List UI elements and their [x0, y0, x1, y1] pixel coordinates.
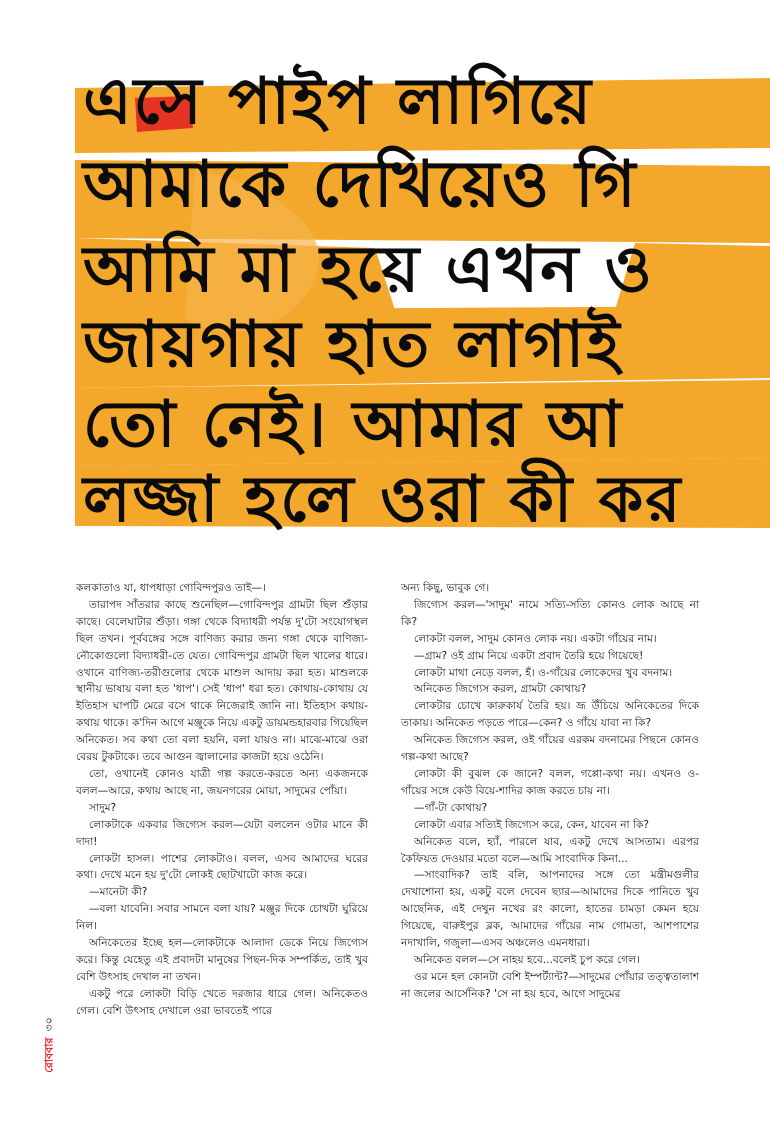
paragraph: অন্য কিছু, ভাবুক গে। [401, 582, 490, 594]
paragraph: —মানেটা কী? [89, 886, 148, 899]
paragraph: ওর মনে হল কোনটা বেশি ইম্পর্ট্যান্ট?—সাদুমের পোঁয়ার তত্ত্বতালাশ না জলের আর্সেনিক? 'সে না হয় হবে, আগে সাদুমের [401, 970, 699, 1000]
hero-line: এসে পাইপ লাগিয়ে [83, 65, 593, 139]
paragraph: —গাঁ-টা কোথায়? [414, 801, 488, 814]
paragraph: অনিকেতের ইচ্ছে হল—লোকটাকে আলাদা ডেকে নিয়ে জিগ্যেস করে। কিন্তু যেহেতু এই প্রবাদটা মানুষের পিছন-দিক সম্পর্কিত, তাই খুব বেশি উৎসাহ দেখাল না তখন। [76, 937, 368, 983]
paragraph: তো, ওখানেই কোনও যাত্রী গল্প করতে-করতে অন্য একজনকে বলল—আরে, কথায় আছে না, জয়নগরের মোয়া, সাদুমের পোঁয়া। [76, 767, 368, 797]
hero-artwork [75, 48, 770, 558]
paragraph: লোকটাকে একবার জিগ্যেস করল—যেটা বললেন ওটার মানে কী দাদা! [76, 818, 368, 848]
paragraph: কলকাতাও যা, ধাপধাড়া গোবিন্দপুরও তাই—। [76, 582, 266, 594]
paragraph: সাদুম? [89, 801, 117, 814]
paragraph: লোকটা হাসল। পাশের লোকটাও। বলল, এসব আমাদের ঘরের কথা। দেখে মনে হয় দু'টো লোকই ছোটখাটো কাজ করে। [76, 852, 368, 882]
paragraph: অনিকেত বলল—সে নাহয় হবে...বলেই চুপ করে গেল। [414, 953, 640, 966]
paragraph: জিগ্যেস করল—'সাদুম' নামে সত্যি-সত্যি কোনও লোক আছে না কি? [401, 598, 699, 628]
paragraph: অনিকেত জিগ্যেস করল, ওই গাঁয়ের এরকম বদনামের পিছনে কোনও গল্প-কথা আছে? [401, 734, 699, 764]
paragraph: লোকটা মাথা নেড়ে বলল, হঁ। ও-গাঁয়ের লোকেদের খুব বদনাম। [414, 666, 673, 679]
hero-line: জায়গায় হাত লাগাই [83, 308, 622, 382]
paragraph: —গ্রাম? ওই গ্রাম নিয়ে একটা প্রবাদ তৈরি হয়ে গিয়েছে! [414, 649, 644, 662]
page-folio [40, 985, 60, 1105]
paragraph: অনিকেত জিগ্যেস করল, গ্রামটা কোথায়? [414, 683, 587, 696]
paragraph: তারাপদ সাঁতরার কাছে শুনেছিল—গোবিন্দপুর গ্রামটা ছিল শুঁড়ার কাছে। বেলেঘাটার শুঁড়া। গঙ্গা থেকে বিদ্যাধরী পর্যন্ত দু'টো সংযোগস্থল ছিল তখন। পূর্ববঙ্গের সঙ্গে বাণিজ্য করার জন্য গঙ্গা থেকে বাণিজ্য-নৌকোগুলো বিদ্যাধরী-তে যেত। গোবিন্দপুর গ্রামটা ছিল খালের ধারে। ওখানে বাণিজ্য-তরীগুলোর থেকে মাশুল আদায় করা হত। মাশুলকে স্থানীয় ভাষায় বলা হত 'ধাপ'। সেই 'ধাপ' ধরা হত। কোথায়-কোথায় যে ইতিহাস ঘাপটি মেরে বসে থাকে নিজেরাই জানি না। ইতিহাস কথায়-কথায় থাকে। ক'দিন আগে মঞ্জুকে নিয়ে একটু ডায়মন্ডহারবার গিয়েছিল অনিকেত। সব কথা তো বলা হয়নি, বলা যায়ও না। মাঝে-মাঝে ওরা বেরয় টুকটাকে। তবে আগুন জ্বালানোর কাজটা হয়ে ওঠেনি। [76, 598, 368, 764]
paragraph: —বলা যাবেনি। সবার সামনে বলা যায়? মঞ্জুর দিকে চোখটা ঘুরিয়ে নিল। [76, 903, 368, 933]
hero-line: লজ্জা হলে ওরা কী কর [83, 463, 683, 537]
hero-line: আমাকে দেখিয়েও গি [83, 148, 638, 222]
hero-line: আমি মা হয়ে এখন ও [83, 233, 654, 307]
right-text-column [401, 580, 699, 1003]
paragraph: —সাংবাদিক? তাই বলি, আপনাদের সঙ্গে তো মন্ত্রীমগুলীর দেখাশোনা হয়, একটু বলে দেবেন ছ্যার—আমাদের দিকে পানিতে খুব আছেনিক, এই দেখুন নখের রং কালো, হাতের চামড়া কেমন হয়ে গিয়েছে, বারুইপুর ব্লক, আমাদের গাঁয়ের নাম গোমতা, আশপাশের নদাখালি, গজুলা—এসব অঞ্চলেও এমনধারা। [401, 869, 699, 950]
paragraph: লোকটার চোখে কারুকার্য তৈরি হয়। ভ্রূ উঁচিয়ে অনিকেতের দিকে তাকায়। অনিকেত পড়তে পারে—কেন? ও গাঁয়ে যাবা না কি? [401, 700, 699, 730]
magazine-name: রোববার [42, 1037, 56, 1073]
left-text-column [76, 580, 368, 1020]
paragraph: লোকটা বলল, সাদুম কোনও লোক নয়। একটা গাঁয়ের নাম। [414, 632, 657, 645]
page-number: ৩০ [42, 1017, 56, 1032]
hero-line: তো নেই। আমার আ [83, 388, 624, 462]
paragraph: লোকটা এবার সত্যিই জিগ্যেস করে, কেন, যাবেন না কি? [414, 818, 650, 831]
paragraph: একটু পরে লোকটা বিড়ি খেতে দরজার ধারে গেল। অনিকেতও গেল। বেশি উৎসাহ দেখালে ওরা ভাবতেই পারে [76, 987, 368, 1017]
paragraph: অনিকেত বলে, হ্যাঁ, পারলে যাব, একটু দেখে আসতাম। এরপর কৈফিয়ত দেওয়ার মতো বলে—আমি সাংবাদিক কিনা... [401, 835, 699, 865]
paragraph: লোকটা কী বুঝল কে জানে? বলল, গপ্পো-কথা নয়। এখনও ও-গাঁয়ের সঙ্গে কেউ বিয়ে-শাদির কাজ করতে চায় না। [401, 767, 699, 797]
hero-lettering [75, 48, 770, 558]
